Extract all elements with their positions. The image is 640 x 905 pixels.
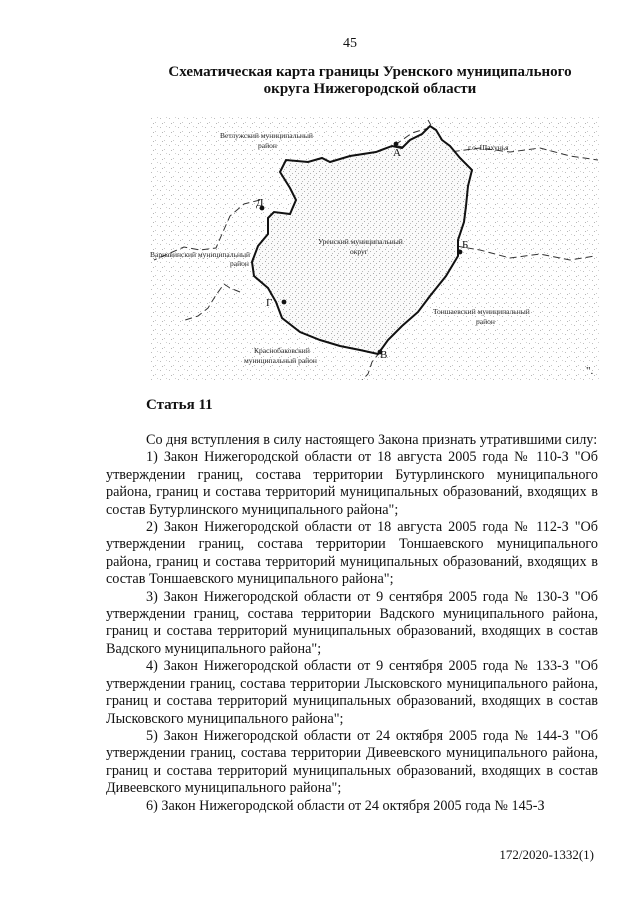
article-intro: Со дня вступления в силу настоящего Закона признать утратившими силу: — [146, 432, 598, 448]
map-title: Схематическая карта границы Уренского муниципального округа Нижегородской области — [168, 64, 572, 97]
label-krasnobakovsky-1: Краснобаковский — [254, 346, 310, 355]
label-shakhunya: г.о. Шахунья — [468, 143, 509, 152]
point-g-marker — [282, 300, 287, 305]
label-tonshaevsky-2: район — [476, 317, 495, 326]
label-tonshaevsky-1: Тоншаевский муниципальный — [433, 307, 530, 316]
page-number: 45 — [343, 36, 357, 51]
label-krasnobakovsky-2: муниципальный район — [244, 356, 317, 365]
law-item-1: 1) Закон Нижегородской области от 18 августа 2005 года № 110-З "Об утверждении границ, состава территории Бутурлинского муниципального района, границ и состава территорий муниципальных образований, входящих в состав Бутурлинского муниципального района"; — [106, 449, 598, 518]
article-body — [106, 432, 598, 815]
article-heading: Статья 11 — [146, 397, 213, 413]
document-code: 172/2020-1332(1) — [499, 847, 594, 862]
law-item-2: 2) Закон Нижегородской области от 18 августа 2005 года № 112-З "Об утверждении границ, состава территории Тоншаевского муниципального района, границ и состава территорий муниципальных образований, входящих в состав Тоншаевского муниципального района"; — [106, 519, 598, 588]
boundary-map — [150, 116, 600, 380]
label-varnavinsky: Варнавинский муниципальный — [150, 250, 251, 259]
point-d-label: Д — [256, 197, 264, 209]
label-vetluzhsky-1: Ветлужский муниципальный — [220, 131, 313, 140]
law-item-5: 5) Закон Нижегородской области от 24 октября 2005 года № 144-З "Об утверждении границ, состава территории Дивеевского муниципального района, границ и состава территорий муниципальных образований, входящих в состав Дивеевского муниципального района"; — [106, 727, 598, 797]
boundary-map-svg — [150, 116, 600, 380]
label-vetluzhsky-2: район — [258, 141, 277, 150]
point-b-label: Б — [462, 239, 469, 251]
law-item-3: 3) Закон Нижегородской области от 9 сентября 2005 года № 130-З "Об утверждении границ, состава территории Вадского муниципального района, границ и состава территорий муниципальных образований, входящих в состав Вадского муниципального района"; — [106, 588, 598, 657]
label-varnavinsky-2: район — [230, 259, 249, 268]
label-urensky-1: Уренский муниципальный — [318, 237, 403, 246]
law-item-4: 4) Закон Нижегородской области от 9 сентября 2005 года № 133-З "Об утверждении границ, состава территории Лысковского муниципального района, границ и состава территорий муниципальных образований, входящих в состав Лысковского муниципального района"; — [106, 658, 598, 727]
law-item-6: 6) Закон Нижегородской области от 24 октября 2005 года № 145-З — [146, 797, 545, 814]
point-a-marker — [394, 142, 399, 147]
point-a-label: А — [393, 147, 401, 159]
map-closing-quote: ". — [586, 365, 594, 377]
point-g-label: Г — [266, 297, 273, 309]
point-v-label: В — [380, 349, 388, 361]
label-urensky-2: округ — [350, 247, 368, 256]
